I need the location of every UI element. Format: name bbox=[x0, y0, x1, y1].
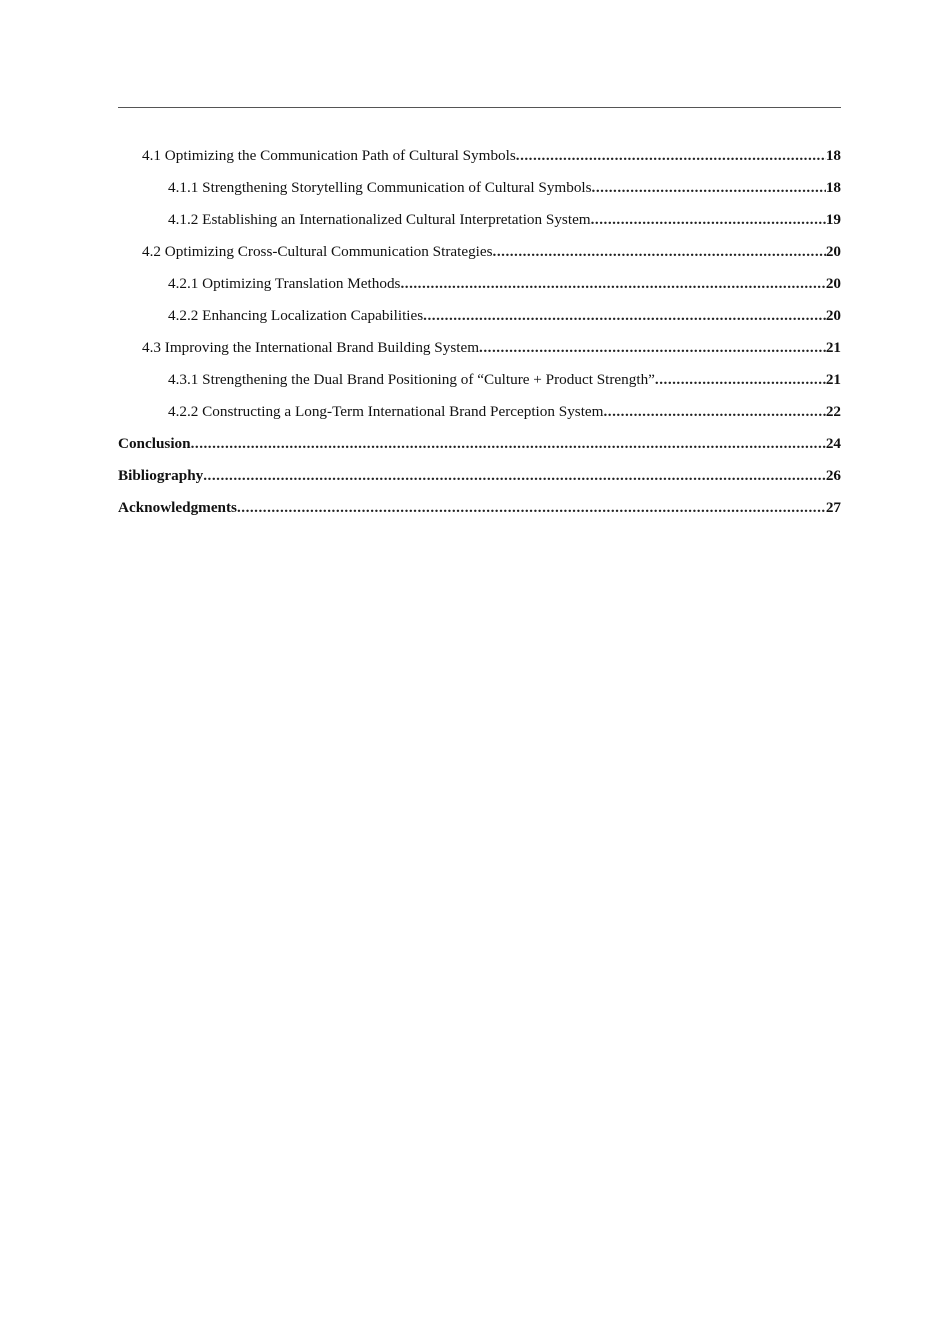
toc-entry-title: Bibliography bbox=[118, 467, 204, 484]
toc-page-number: 20 bbox=[825, 307, 841, 324]
toc-entry-title: 4.3 Improving the International Brand Building System bbox=[142, 339, 480, 356]
toc-page-number: 20 bbox=[825, 243, 841, 260]
toc-dot-leader bbox=[592, 172, 826, 204]
toc-entry-4-3[interactable] bbox=[118, 332, 841, 364]
toc-dot-leader bbox=[191, 428, 826, 460]
toc-entry-title: Conclusion bbox=[118, 435, 191, 452]
toc-entry-4-2[interactable] bbox=[118, 236, 841, 268]
toc-page-number: 18 bbox=[825, 179, 841, 196]
toc-dot-leader bbox=[603, 396, 825, 428]
toc-entry-title: Acknowledgments bbox=[118, 499, 237, 516]
toc-entry-4-2-1[interactable] bbox=[118, 268, 841, 300]
toc-dot-leader bbox=[655, 364, 826, 396]
toc-entry-title: 4.3.1 Strengthening the Dual Brand Positioning of “Culture + Product Strength” bbox=[168, 371, 655, 388]
toc-dot-leader bbox=[516, 140, 826, 172]
toc-dot-leader bbox=[479, 332, 826, 364]
toc-entry-acknowledgments[interactable] bbox=[118, 492, 841, 524]
toc-entry-bibliography[interactable] bbox=[118, 460, 841, 492]
table-of-contents bbox=[118, 140, 841, 524]
toc-page-number: 26 bbox=[825, 467, 841, 484]
toc-page-number: 21 bbox=[825, 339, 841, 356]
toc-page-number: 20 bbox=[825, 275, 841, 292]
toc-entry-title: 4.1.1 Strengthening Storytelling Communication of Cultural Symbols bbox=[168, 179, 592, 196]
toc-dot-leader bbox=[237, 492, 826, 524]
toc-entry-4-1-2[interactable] bbox=[118, 204, 841, 236]
toc-entry-4-3-2[interactable] bbox=[118, 396, 841, 428]
toc-entry-conclusion[interactable] bbox=[118, 428, 841, 460]
toc-entry-title: 4.1.2 Establishing an Internationalized Cultural Interpretation System bbox=[168, 211, 591, 228]
toc-page-number: 18 bbox=[825, 147, 841, 164]
toc-dot-leader bbox=[423, 300, 826, 332]
toc-entry-title: 4.1 Optimizing the Communication Path of Cultural Symbols bbox=[142, 147, 516, 164]
toc-entry-title: 4.2.2 Enhancing Localization Capabilities bbox=[168, 307, 424, 324]
toc-page-number: 24 bbox=[825, 435, 841, 452]
toc-entry-4-1-1[interactable] bbox=[118, 172, 841, 204]
toc-entry-title: 4.2.2 Constructing a Long-Term International Brand Perception System bbox=[168, 403, 604, 420]
header-rule bbox=[118, 107, 841, 108]
toc-dot-leader bbox=[203, 460, 826, 492]
toc-page-number: 21 bbox=[825, 371, 841, 388]
toc-entry-4-2-2[interactable] bbox=[118, 300, 841, 332]
toc-dot-leader bbox=[493, 236, 826, 268]
toc-entry-title: 4.2 Optimizing Cross-Cultural Communication Strategies bbox=[142, 243, 493, 260]
toc-page-number: 27 bbox=[825, 499, 841, 516]
toc-entry-4-1[interactable] bbox=[118, 140, 841, 172]
toc-page-number: 19 bbox=[825, 211, 841, 228]
toc-entry-4-3-1[interactable] bbox=[118, 364, 841, 396]
toc-entry-title: 4.2.1 Optimizing Translation Methods bbox=[168, 275, 401, 292]
toc-dot-leader bbox=[591, 204, 826, 236]
toc-page-number: 22 bbox=[825, 403, 841, 420]
toc-dot-leader bbox=[400, 268, 825, 300]
